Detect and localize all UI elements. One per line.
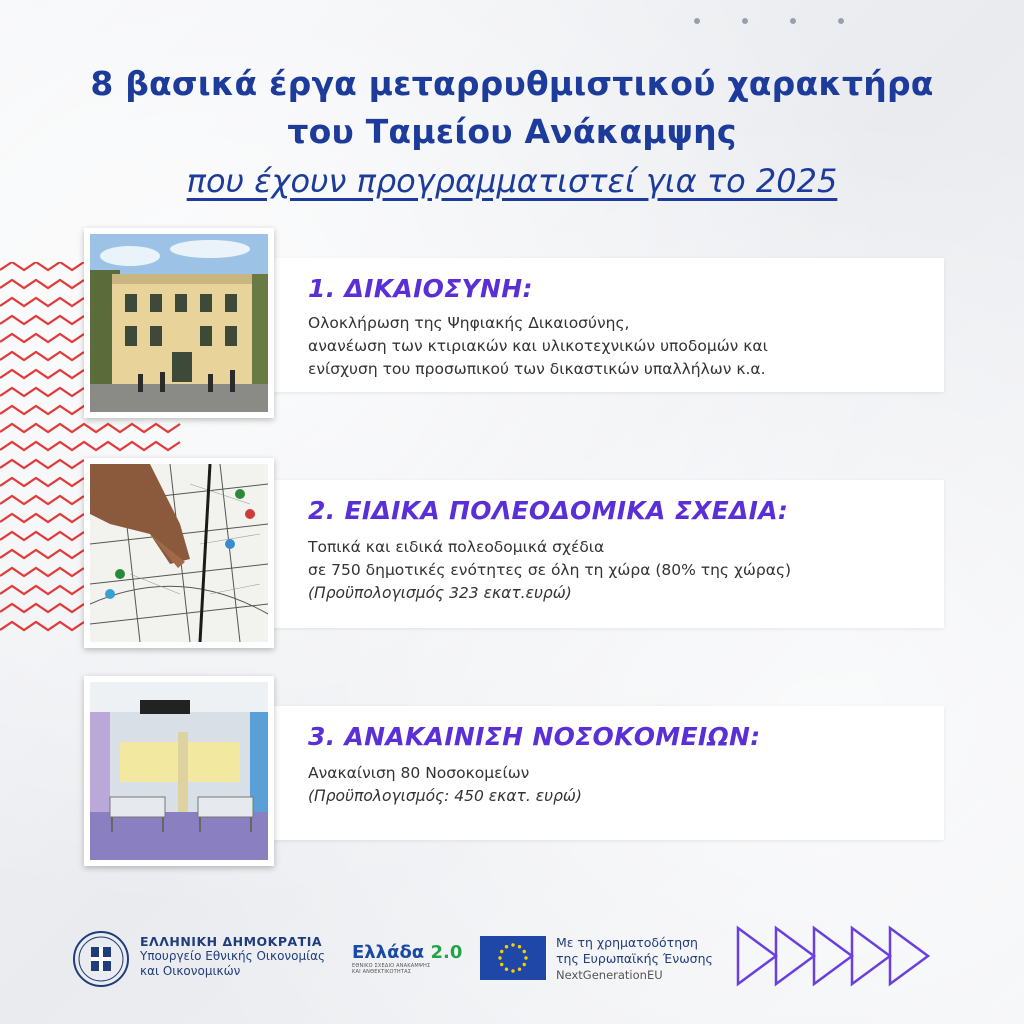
eu-star bbox=[498, 956, 501, 959]
gov-emblem-logo bbox=[72, 930, 130, 992]
item-heading: 2. ΕΙΔΙΚΑ ΠΟΛΕΟΔΟΜΙΚΑ ΣΧΕΔΙΑ: bbox=[308, 496, 789, 525]
greece-2-0-logo bbox=[352, 942, 462, 975]
item-heading: 3. ΑΝΑΚΑΙΝΙΣΗ ΝΟΣΟΚΟΜΕΙΩΝ: bbox=[308, 722, 761, 751]
eu-star bbox=[505, 945, 508, 948]
eu-star bbox=[511, 969, 514, 972]
greek-emblem-icon bbox=[72, 930, 130, 988]
title-line-2: του Ταμείου Ανάκαμψης bbox=[287, 112, 737, 151]
eu-star bbox=[511, 943, 514, 946]
item-line: σε 750 δημοτικές ενότητες σε όλη τη χώρα (80% της χώρας) bbox=[308, 561, 792, 579]
gov-ministry: Υπουργείο Εθνικής Οικονομίας bbox=[140, 949, 326, 963]
greece-subtitle: ΕΘΝΙΚΟ ΣΧΕΔΙΟ ΑΝΑΚΑΜΨΗΣ bbox=[352, 963, 431, 969]
item-description bbox=[308, 312, 768, 381]
greece-version: 2.0 bbox=[430, 942, 463, 963]
eu-star bbox=[500, 963, 503, 966]
item-line: Ολοκλήρωση της Ψηφιακής Δικαιοσύνης, bbox=[308, 314, 630, 332]
page-title bbox=[0, 60, 1024, 206]
eu-star bbox=[518, 968, 521, 971]
next-generation-eu: NextGenerationEU bbox=[556, 968, 663, 982]
hospital-ward-photo bbox=[84, 676, 274, 866]
arrows-decoration bbox=[736, 924, 946, 988]
greece-subtitle: ΚΑΙ ΑΝΘΕΚΤΙΚΟΤΗΤΑΣ bbox=[352, 969, 412, 975]
eu-text-line: Με τη χρηματοδότηση bbox=[556, 935, 698, 950]
gov-ministry: και Οικονομικών bbox=[140, 964, 241, 978]
city-map-photo bbox=[84, 458, 274, 648]
gov-text bbox=[140, 934, 325, 979]
item-card-urban-plans bbox=[252, 480, 944, 628]
eu-star bbox=[524, 956, 527, 959]
eu-star bbox=[505, 968, 508, 971]
eu-funding-text bbox=[556, 935, 713, 983]
eu-star bbox=[523, 963, 526, 966]
courthouse-photo bbox=[84, 228, 274, 418]
item-card-justice bbox=[252, 258, 944, 392]
eu-star bbox=[518, 945, 521, 948]
item-line: ανανέωση των κτιριακών και υλικοτεχνικών υποδομών και bbox=[308, 337, 768, 355]
item-line: Τοπικά και ειδικά πολεοδομικά σχέδια bbox=[308, 538, 605, 556]
item-budget-note: (Προϋπολογισμός: 450 εκατ. ευρώ) bbox=[308, 787, 582, 805]
decorative-dots bbox=[694, 18, 844, 24]
eu-text-line: της Ευρωπαϊκής Ένωσης bbox=[556, 951, 713, 966]
item-line: Ανακαίνιση 80 Νοσοκομείων bbox=[308, 764, 530, 782]
item-description bbox=[308, 536, 791, 605]
greece-brand: Ελλάδα bbox=[352, 942, 425, 963]
gov-name: ΕΛΛΗΝΙΚΗ ΔΗΜΟΚΡΑΤΙΑ bbox=[140, 934, 323, 949]
eu-flag-logo bbox=[480, 936, 546, 984]
eu-flag-icon bbox=[480, 936, 546, 980]
title-line-1: 8 βασικά έργα μεταρρυθμιστικού χαρακτήρα bbox=[90, 64, 934, 103]
item-line: ενίσχυση του προσωπικού των δικαστικών υπαλλήλων κ.α. bbox=[308, 360, 766, 378]
item-heading: 1. ΔΙΚΑΙΟΣΥΝΗ: bbox=[308, 274, 533, 303]
eu-star bbox=[500, 950, 503, 953]
item-description bbox=[308, 762, 582, 808]
eu-star bbox=[523, 950, 526, 953]
item-budget-note: (Προϋπολογισμός 323 εκατ.ευρώ) bbox=[308, 584, 572, 602]
title-line-3: που έχουν προγραμματιστεί για το 2025 bbox=[186, 162, 838, 200]
item-card-hospitals bbox=[252, 706, 944, 840]
